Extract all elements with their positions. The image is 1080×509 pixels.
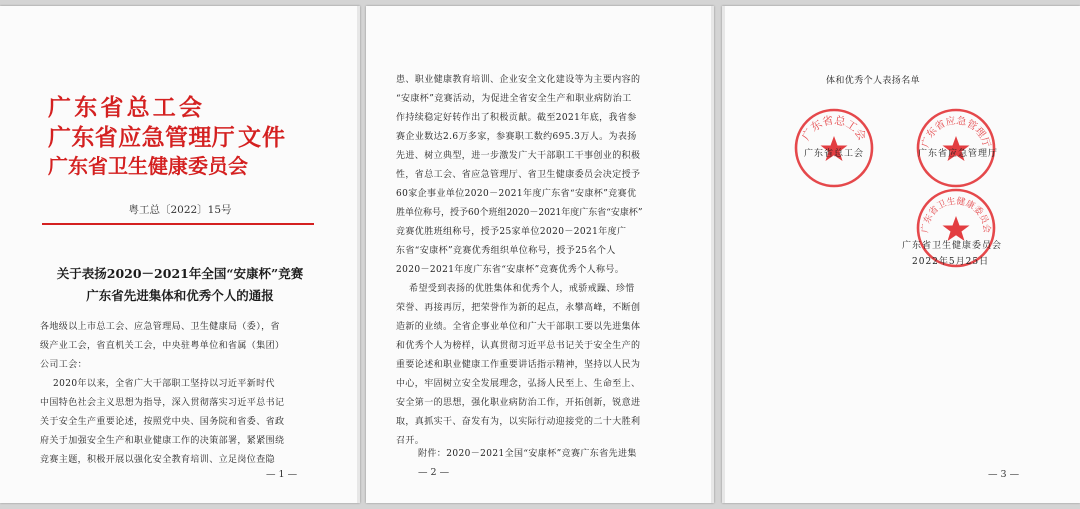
scan-edge [711,6,714,503]
document-number: 粤工总〔2022〕15号 [128,204,232,216]
document-page-3 [722,6,1080,503]
attachment-continuation: 体和优秀个人表扬名单 [826,76,921,86]
body-line: “安康杯”竞赛活动，为促进全省安全生产和职业病防治工 [396,94,632,104]
signature-left: 广东省总工会 [804,149,865,159]
body-line: 公司工会： [40,360,88,370]
page-number: — 2 — [418,467,450,478]
seal-text: 广东省总工会 [799,113,869,143]
signature-bottom: 广东省卫生健康委员会 [902,241,1003,251]
body-line: 竞赛主题，积极开展以强化安全教育培训、立足岗位查隐 [40,455,276,465]
body-line: 级产业工会，省直机关工会，中央驻粤单位和省属（集团） [40,341,285,351]
seal-text: 广东省应急管理厅 [920,115,992,149]
body-line: 安全第一的思想，强化职业病防治工作，开拓创新，锐意进 [396,398,641,408]
body-line: 和优秀个人为榜样，认真贯彻习近平总书记关于安全生产的 [396,341,641,351]
body-line: 希望受到表扬的优胜集体和优秀个人，戒骄戒躁、珍惜 [396,284,635,294]
title-line-1: 关于表扬2020－2021年全国“安康杯”竞赛 [56,266,304,281]
body-line: 东省“安康杯”竞赛优秀组织单位称号，授予25名个人 [396,246,616,256]
signature-right: 广东省应急管理厅 [918,149,999,159]
body-line: 竞赛优胜班组称号，授予25家单位2020－2021年度广 [396,227,627,237]
scan-edge [357,6,360,503]
body-line: 重要论述和职业健康工作重要讲话指示精神，坚持以人民为 [396,360,641,370]
body-line: 府关于加强安全生产和职业健康工作的决策部署，紧紧围绕 [40,436,285,446]
body-line: 中国特色社会主义思想为指导，深入贯彻落实习近平总书记 [40,398,285,408]
page-number: — 1 — [266,469,298,480]
page-number: — 3 — [988,469,1020,480]
body-line: 中心，牢固树立安全发展理念，弘扬人民至上、生命至上、 [396,379,641,389]
header-line-3: 广东省卫生健康委员会 [48,154,248,178]
scan-edge [722,6,725,503]
document-page-2 [366,6,714,503]
body-line: 召开。 [396,436,425,446]
document-page-1 [0,6,360,503]
body-line: 2020－2021年度广东省“安康杯”竞赛优秀个人称号。 [396,265,625,275]
title-line-2: 广东省先进集体和优秀个人的通报 [86,288,274,303]
body-line: 60家企事业单位2020－2021年度广东省“安康杯”竞赛优 [396,189,637,199]
body-line: 关于安全生产重要论述，按照党中央、国务院和省委、省政 [40,417,285,427]
body-line: 取，真抓实干、奋发有为，以实际行动迎接党的二十大胜利 [396,417,641,427]
body-line: 造新的业绩。全省企事业单位和广大干部职工要以先进集体 [396,322,641,332]
header-doc-word: 文件 [238,124,286,151]
attachment-line: 附件：2020－2021全国“安康杯”竞赛广东省先进集 [418,449,637,459]
body-line: 患、职业健康教育培训、企业安全文化建设等为主要内容的 [396,75,641,85]
body-line: 各地级以上市总工会、应急管理局、卫生健康局（委），省 [40,322,280,332]
red-divider [42,223,314,225]
body-line: 2020年以来，全省广大干部职工坚持以习近平新时代 [40,379,275,389]
body-line: 性，省总工会、省应急管理厅、省卫生健康委员会决定授予 [396,170,641,180]
header-line-2: 广东省应急管理厅 [48,124,236,151]
body-line: 荣誉、再接再厉，把荣誉作为新的起点，永攀高峰，不断创 [396,303,641,313]
header-line-1: 广东省总工会 [48,94,206,121]
body-line: 胜单位称号，授予60个班组2020－2021年度广东省“安康杯” [396,208,643,218]
body-line: 先进、树立典型，进一步激发广大干部职工干事创业的积极 [396,151,641,161]
document-date: 2022年5月25日 [912,257,990,267]
body-line: 赛企业数达2.6万多家，参赛职工数约695.3万人。为表扬 [396,132,637,142]
body-line: 作持续稳定好转作出了积极贡献。截至2021年底，我省参 [396,113,637,123]
seal-text: 广东省卫生健康委员会 [920,196,992,234]
